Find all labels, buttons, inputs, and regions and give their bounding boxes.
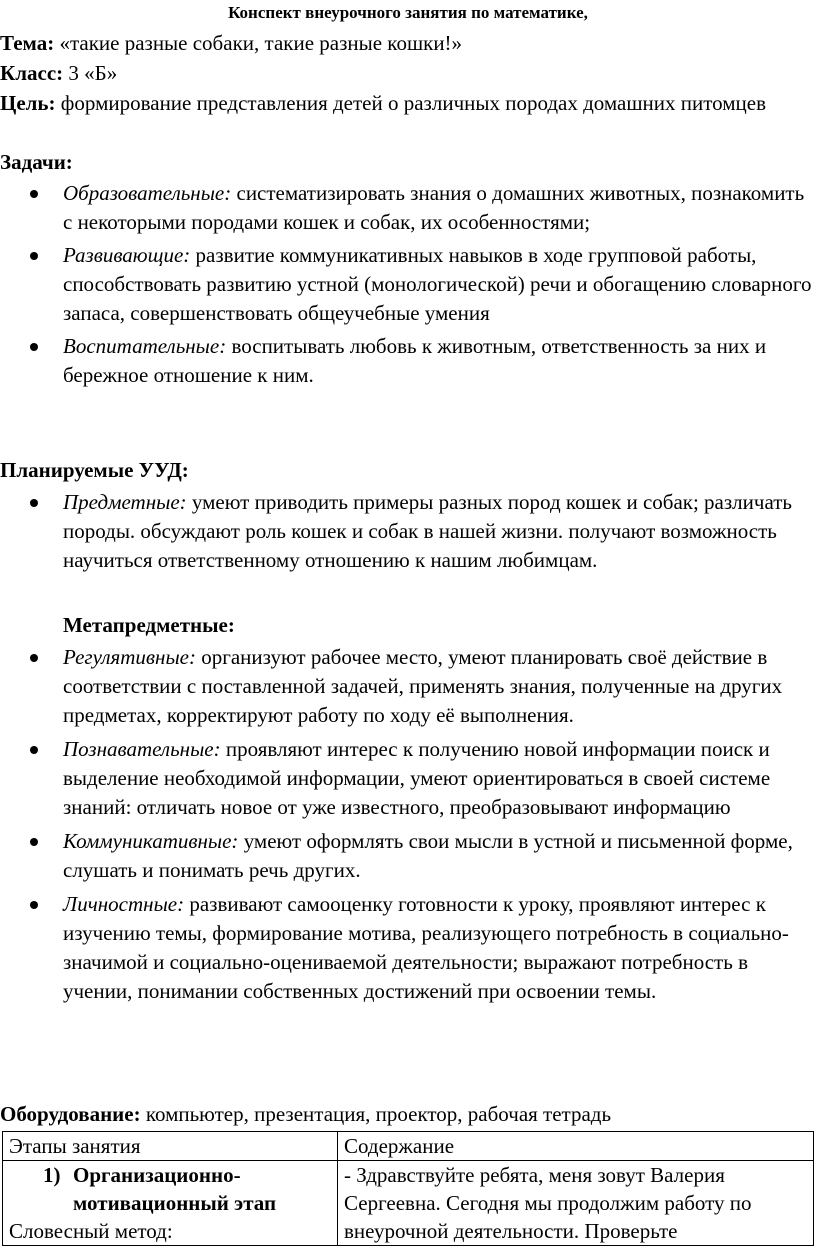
grade-line [0,58,117,88]
topic-value: «такие разные собаки, такие разные кошки!» [59,31,463,55]
bullet-icon [30,654,38,662]
equipment-line [0,1099,611,1129]
uud-subject-list [0,488,816,575]
table-header-row [3,1132,814,1161]
item-text: развитие коммуникативных навыков в ходе групповой работы, способствовать развитию устной (монологической) речи и обогащению словарного запаса, совершенствовать общеучебные умения [63,243,812,325]
bullet-icon [30,499,38,507]
content-cell: - Здравствуйте ребята, меня зовут Валерия Сергеевна. Сегодня мы продолжим работу по внеурочной деятельности. Проверьте [338,1161,814,1246]
item-title: Образовательные: [63,181,232,205]
stage-number: 1) [43,1163,61,1187]
bullet-icon [30,190,38,198]
equipment-value: компьютер, презентация, проектор, рабочая тетрадь [145,1102,612,1126]
bullet-icon [30,746,38,754]
document-header: Конспект внеурочного занятия по математике, [228,3,588,22]
grade-label: Класс: [0,61,64,85]
topic-line [0,28,462,58]
list-item [0,241,816,328]
list-item [0,332,816,390]
meta-heading: Метапредметные: [63,613,235,637]
item-title: Развивающие: [63,243,191,267]
list-item [0,643,816,730]
table-row [3,1161,814,1246]
item-title: Познавательные: [63,737,221,761]
item-text: развивают самооценку готовности к уроку, проявляют интерес к изучению темы, формирование мотива, реализующего потребность в социально-значимой и социально-оцениваемой деятельности; выражают потребность в учении, понимании собственных достижений при освоении темы. [63,892,789,1003]
item-text: проявляют интерес к получению новой информации поиск и выделение необходимой информации, умеют ориентироваться в своей системе знаний: отличать новое от уже известного, преобразовывают информацию [63,737,771,819]
bullet-icon [30,343,38,351]
uud-heading: Планируемые УУД: [0,458,189,482]
item-title: Личностные: [63,892,185,916]
goal-paragraph [0,89,800,118]
list-item [0,890,816,1006]
bullet-icon [30,252,38,260]
topic-label: Тема: [0,31,55,55]
stage-cell [3,1161,338,1246]
table-header-stage: Этапы занятия [3,1132,338,1161]
list-item [0,735,816,822]
item-title: Регулятивные: [63,645,196,669]
equipment-label: Оборудование: [0,1102,141,1126]
lesson-stages-table [2,1131,814,1246]
grade-value: 3 «Б» [68,61,118,85]
list-item [0,827,816,885]
tasks-list [0,179,816,390]
uud-meta-list [0,643,816,1006]
item-title: Воспитательные: [63,334,227,358]
stage-name: Организационно-мотивационный этап [73,1163,277,1215]
table-header-content: Содержание [338,1132,814,1161]
item-title: Коммуникативные: [63,829,239,853]
item-text: систематизировать знания о домашних животных, познакомить с некоторыми породами кошек и собак, их особенностями; [63,181,805,234]
tasks-heading: Задачи: [0,150,73,174]
list-item [0,179,816,237]
bullet-icon [30,838,38,846]
item-text: организуют рабочее место, умеют планировать своё действие в соответствии с поставленной задачей, применять знания, полученные на других предметах, корректируют работу по ходу её выполнения. [63,645,783,727]
bullet-icon [30,901,38,909]
stage-method: Словесный метод: [9,1219,173,1243]
stage-title [9,1161,331,1217]
item-text: умеют оформлять свои мысли в устной и письменной форме, слушать и понимать речь других. [63,829,793,882]
item-title: Предметные: [63,490,187,514]
item-text: умеют приводить примеры разных пород кошек и собак; различать породы. обсуждают роль кошек и собак в нашей жизни. получают возможность научиться ответственному отношению к нашим любимцам. [63,490,792,572]
goal-label: Цель: [0,91,56,115]
list-item [0,488,816,575]
item-text: воспитывать любовь к животным, ответственность за них и бережное отношение к ним. [63,334,767,387]
goal-value: формирование представления детей о различных породах домашних питомцев [60,91,766,115]
